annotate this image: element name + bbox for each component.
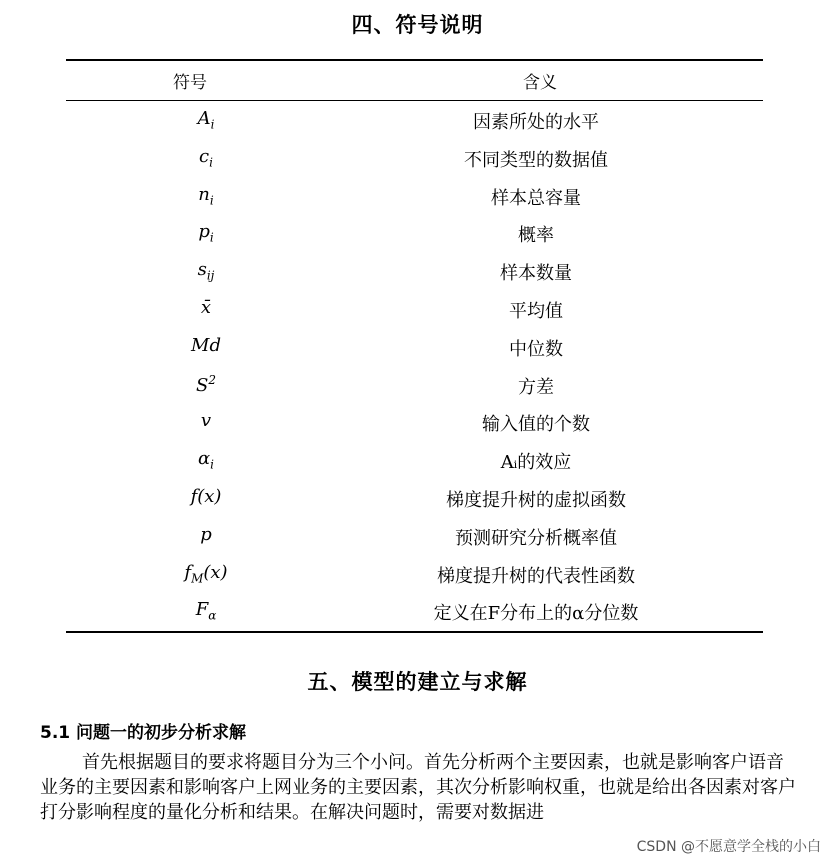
symbol-base: x̄: [200, 297, 212, 318]
meaning-cell: 样本总容量: [491, 187, 581, 209]
symbol-superscript: 2: [208, 372, 216, 387]
table-row: [66, 555, 763, 593]
symbol-cell: [156, 335, 256, 356]
meaning-cell: 输入值的个数: [482, 414, 590, 436]
table-row: [66, 592, 763, 630]
symbol-base: n: [198, 183, 210, 205]
symbol-base: s: [197, 259, 207, 281]
header-meaning: 含义: [523, 73, 557, 93]
symbol-base: p: [198, 221, 210, 243]
symbol-subscript: i: [209, 230, 214, 245]
symbol-base: α: [198, 448, 211, 470]
meaning-cell: 梯度提升树的虚拟函数: [446, 490, 626, 511]
symbol-base: v: [200, 410, 212, 432]
symbol-base: f: [184, 561, 192, 583]
symbol-cell: [156, 259, 256, 283]
table-row: [66, 290, 763, 328]
table-row: [66, 403, 763, 441]
symbol-cell: [156, 599, 256, 623]
symbol-cell: [156, 146, 256, 170]
table-row: [66, 441, 763, 479]
symbol-base: A: [197, 108, 211, 129]
meaning-cell: 平均值: [509, 301, 563, 322]
table-row: [66, 101, 763, 139]
symbol-base: F: [195, 599, 209, 621]
table-row: [66, 252, 763, 290]
meaning-cell: 中位数: [509, 338, 563, 360]
meaning-cell: 不同类型的数据值: [464, 149, 608, 171]
table-row: [66, 328, 763, 366]
symbol-subscript: i: [209, 193, 214, 208]
body-paragraph: 首先根据题目的要求将题目分为三个小问。首先分析两个主要因素，也就是影响客户语音业务的主要因素和影响客户上网业务的主要因素，其次分析影响权重，也就是给出各因素对客户打分影响程度的量化分析和结果。在解决问题时，需要对数据进: [40, 752, 796, 823]
table-top-rule: [66, 59, 763, 61]
symbol-base: c: [199, 145, 210, 167]
symbol-cell: [156, 108, 256, 132]
meaning-cell: 预测研究分析概率值: [455, 527, 617, 549]
symbol-subscript: α: [208, 608, 217, 623]
symbol-subscript: i: [210, 117, 215, 132]
symbol-base: p: [200, 523, 212, 545]
section-4-title: 四、符号说明: [351, 12, 484, 37]
meaning-cell: 样本数量: [500, 263, 572, 285]
symbol-base: S: [196, 374, 209, 396]
meaning-cell: Aᵢ的效应: [500, 452, 572, 474]
symbol-cell: [156, 562, 256, 586]
symbol-base: Md: [191, 334, 221, 356]
table-row: [66, 517, 763, 555]
symbol-subscript: ij: [206, 268, 215, 283]
table-bottom-rule: [66, 631, 763, 633]
table-row: [66, 366, 763, 404]
symbol-cell: [156, 184, 256, 208]
header-symbol: 符号: [173, 73, 207, 93]
meaning-cell: 梯度提升树的代表性函数: [437, 565, 635, 587]
symbol-suffix: (x): [203, 561, 228, 583]
symbol-cell: [156, 486, 256, 507]
symbol-cell: [156, 410, 256, 431]
symbol-cell: [156, 524, 256, 545]
table-row: [66, 139, 763, 177]
symbol-cell: [156, 448, 256, 472]
meaning-cell: 方差: [518, 376, 554, 398]
meaning-cell: 概率: [518, 225, 554, 247]
symbol-subscript: M: [191, 571, 204, 586]
watermark: CSDN @不愿意学全栈的小白: [636, 839, 821, 855]
meaning-cell: 因素所处的水平: [473, 112, 599, 133]
symbol-subscript: i: [210, 457, 214, 472]
subsection-5-1-title: 5.1 问题一的初步分析求解: [40, 723, 247, 743]
table-row: [66, 177, 763, 215]
symbol-subscript: i: [209, 155, 213, 170]
table-row: [66, 214, 763, 252]
meaning-cell: 定义在F分布上的α分位数: [433, 603, 639, 625]
symbol-base: f(x): [190, 486, 222, 507]
symbol-cell: [156, 221, 256, 245]
section-5-title: 五、模型的建立与求解: [307, 669, 528, 694]
symbol-cell: [156, 297, 256, 318]
symbol-cell: [156, 373, 256, 396]
table-row: [66, 479, 763, 517]
